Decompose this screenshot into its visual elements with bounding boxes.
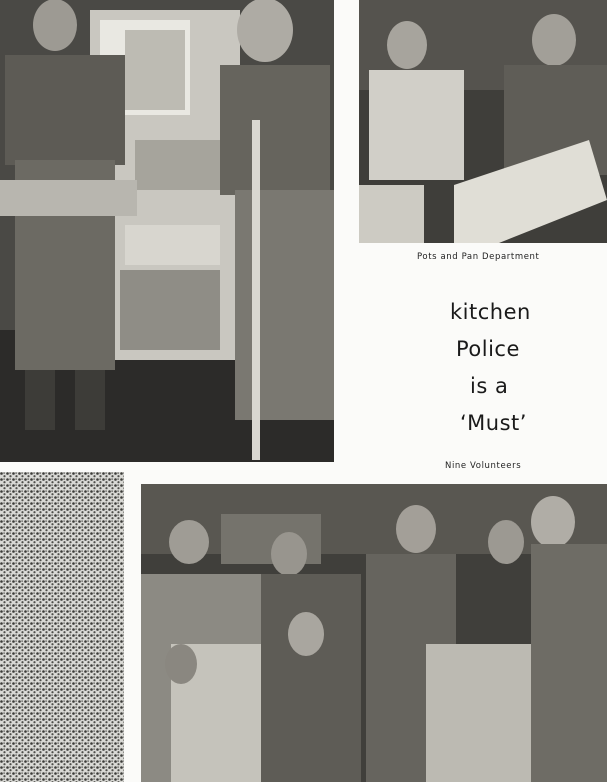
photo-kp-soldiers-with-crate-and-mop xyxy=(0,0,334,462)
headline-line-1: kitchen xyxy=(450,300,531,324)
halftone-pattern xyxy=(0,472,124,782)
photo-left-illustration xyxy=(0,0,334,462)
headline-line-4: ‘Must’ xyxy=(460,411,527,435)
caption-pots-and-pan-department: Pots and Pan Department xyxy=(417,252,540,262)
headline-line-3: is a xyxy=(470,374,509,398)
photo-pots-and-pan-department xyxy=(359,0,607,243)
halftone-texture-block xyxy=(0,472,124,782)
headline-kitchen-police xyxy=(438,294,548,442)
caption-nine-volunteers: Nine Volunteers xyxy=(445,461,522,471)
photo-nine-volunteers xyxy=(141,484,607,782)
headline-line-2: Police xyxy=(456,337,520,361)
photo-bottom-illustration xyxy=(141,484,607,782)
photo-right-illustration xyxy=(359,0,607,243)
